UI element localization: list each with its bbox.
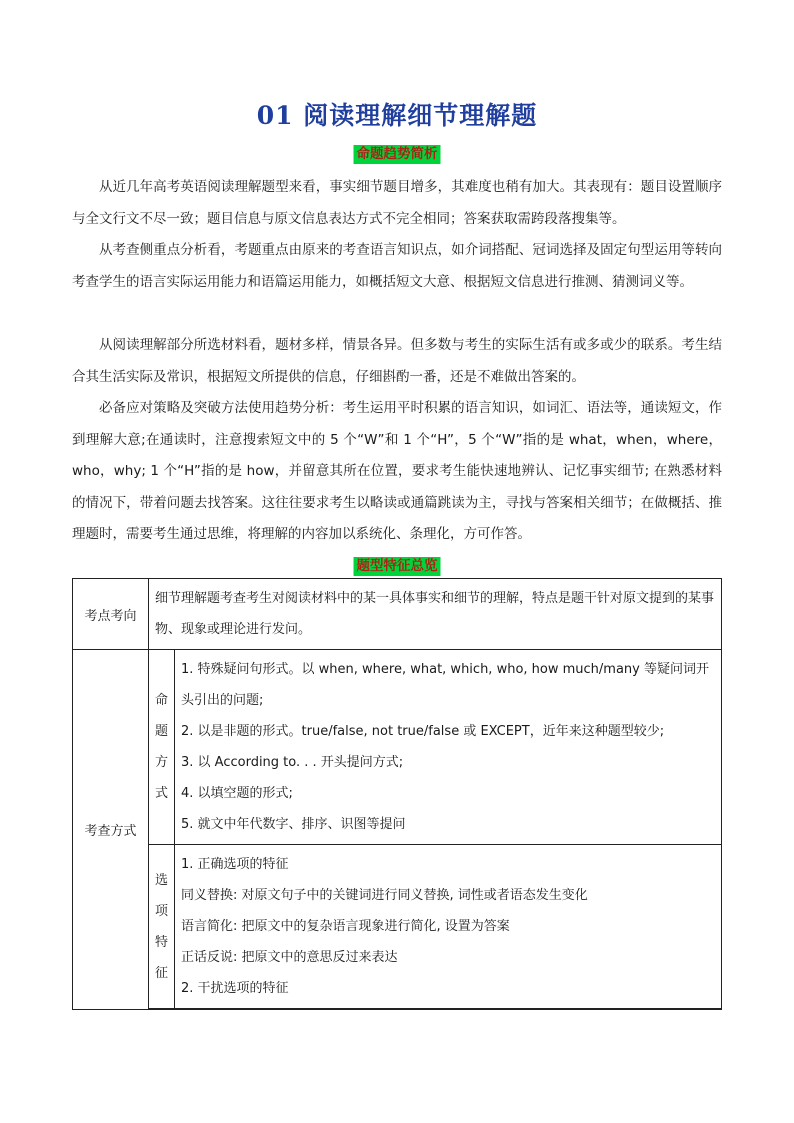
- sub-label-char: 项: [154, 903, 168, 919]
- list-item: 2. 干扰选项的特征: [181, 981, 289, 996]
- paragraph-1: 从近几年高考英语阅读理解题型来看，事实细节题目增多，其难度也稍有加大。其表现有：题目设置顺序与全文行文不尽一致；题目信息与原文信息表达方式不完全相同；答案获取需跨段落搜集等。: [72, 179, 722, 227]
- sub-label-char: 题: [154, 724, 168, 739]
- sub-label-char: 方: [154, 755, 168, 770]
- option-features-list: [175, 845, 722, 1010]
- list-item: 同义替换: 对原文句子中的关键词进行同义替换, 词性或者语态发生变化: [181, 888, 588, 903]
- list-item: 1. 特殊疑问句形式。以 when, where, what, which, who, how much/many 等疑问词开头引出的问题;: [181, 662, 709, 708]
- list-item: 5. 就文中年代数字、排序、识图等提问: [181, 817, 406, 832]
- paragraph-3: 从阅读理解部分所选材料看，题材多样，情景各异。但多数与考生的实际生活有或多或少的联系。考生结合其生活实际及常识，根据短文所提供的信息，仔细斟酌一番，还是不难做出答案的。: [72, 337, 722, 385]
- list-item: 3. 以 According to. . . 开头提问方式;: [181, 755, 404, 770]
- table-row: [73, 845, 722, 1010]
- section-badge-features: 题型特征总览: [354, 557, 441, 576]
- question-form-list: [175, 650, 722, 845]
- sub-label-char: 选: [154, 872, 168, 888]
- row-label-focus: 考点考向: [73, 579, 149, 650]
- sub-label-option-features: [149, 845, 175, 1010]
- paragraph-2: 从考查侧重点分析看，考题重点由原来的考查语言知识点，如介词搭配、冠词选择及固定句型运用等转向考查学生的语言实际运用能力和语篇运用能力，如概括短文大意、根据短文信息进行推测、猜测词义等。: [72, 242, 722, 290]
- list-item: 1. 正确选项的特征: [181, 857, 289, 872]
- sub-label-char: 命: [154, 693, 168, 708]
- list-item: 4. 以填空题的形式;: [181, 786, 293, 801]
- section-badge-trend: 命题趋势简析: [354, 145, 441, 164]
- sub-label-question-form: [149, 650, 175, 845]
- sub-label-char: 特: [154, 934, 168, 950]
- list-item: 2. 以是非题的形式。true/false, not true/false 或 EXCEPT，近年来这种题型较少;: [181, 724, 665, 739]
- table-row: [73, 579, 722, 650]
- sub-label-char: 征: [154, 965, 168, 981]
- row-label-method: 考查方式: [73, 650, 149, 1010]
- paragraph-4: 必备应对策略及突破方法使用趋势分析：考生运用平时积累的语言知识，如词汇、语法等，通读短文，作到理解大意;在通读时，注意搜索短文中的 5 个“W”和 1 个“H”，5 个“W”指的是 what，when，where，who，why; 1 个“H”指的是 how，并留意其所在位置，要求考生能快速地辨认、记忆事实细节; 在熟悉材料的情况下，带着问题去找答案。这往往要求考生以略读或通篇跳读为主，寻找与答案相关细节；在做概括、推理题时，需要考生通过思维，将理解的内容加以系统化、条理化，方可作答。: [72, 400, 722, 542]
- row-text-focus: 细节理解题考查考生对阅读材料中的某一具体事实和细节的理解，特点是题干针对原文提到的某事物、现象或理论进行发问。: [149, 579, 722, 650]
- table-row: [73, 650, 722, 845]
- page-title: 01 阅读理解细节理解题: [256, 101, 538, 130]
- feature-table: [72, 578, 722, 1010]
- sub-label-char: 式: [154, 786, 168, 801]
- list-item: 语言简化: 把原文中的复杂语言现象进行简化, 设置为答案: [181, 919, 510, 934]
- list-item: 正话反说: 把原文中的意思反过来表达: [181, 950, 398, 965]
